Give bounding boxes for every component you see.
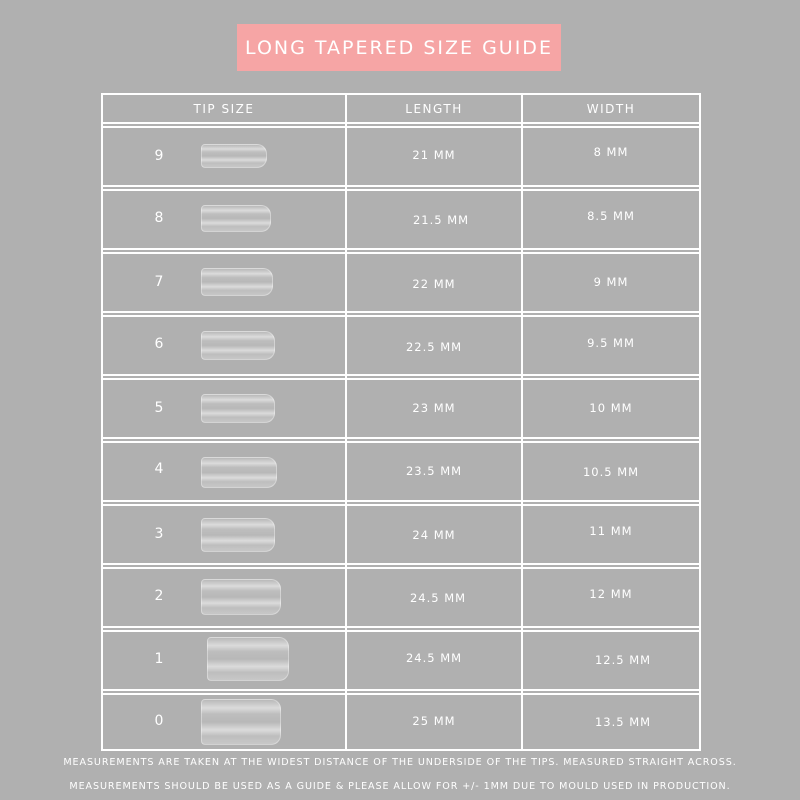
nail-tip-image [201,205,271,232]
nail-tip-image [201,331,275,360]
width-value: 10.5 MM [582,465,640,479]
width-value: 12.5 MM [594,653,652,667]
title-banner [237,24,561,71]
length-value: 25 MM [412,714,456,728]
row-divider [101,311,701,313]
page-title: LONG TAPERED SIZE GUIDE [245,36,553,59]
header-width: WIDTH [586,101,636,116]
nail-tip-image [201,144,267,168]
nail-tip-image [201,579,281,615]
tip-size-number: 8 [154,210,164,226]
table-row [101,380,701,437]
header-length: LENGTH [405,101,463,116]
tip-size-number: 9 [154,148,164,164]
length-value: 23 MM [412,401,456,415]
table-row [101,317,701,374]
width-value: 8 MM [593,145,629,159]
length-value: 22 MM [412,277,456,291]
tip-size-number: 5 [154,400,164,416]
width-value: 11 MM [589,524,633,538]
tip-size-number: 6 [154,336,164,352]
table-row [101,128,701,185]
header-tip-size: TIP SIZE [193,101,255,116]
tip-size-number: 1 [154,651,164,667]
footnote-tolerance: MEASUREMENTS SHOULD BE USED AS A GUIDE & PLEASE ALLOW FOR +/- 1MM DUE TO MOULD USED IN PRODUCTION. [69,781,731,792]
length-value: 24.5 MM [405,651,463,665]
table-row [101,569,701,626]
nail-tip-image [201,518,275,552]
table-row [101,191,701,248]
size-table [101,93,701,751]
width-value: 10 MM [589,401,633,415]
row-divider [101,248,701,250]
row-divider [101,185,701,187]
row-divider [101,437,701,439]
row-divider [101,500,701,502]
length-value: 24.5 MM [409,591,467,605]
nail-tip-image [201,457,277,488]
table-row [101,443,701,500]
width-value: 9 MM [593,275,629,289]
table-row [101,695,701,749]
length-value: 23.5 MM [405,464,463,478]
tip-size-number: 4 [154,461,164,477]
row-divider [101,689,701,691]
length-value: 21.5 MM [412,213,470,227]
footnote-measurement-method: MEASUREMENTS ARE TAKEN AT THE WIDEST DISTANCE OF THE UNDERSIDE OF THE TIPS. MEASURED STRAIGHT ACROSS. [63,757,737,768]
width-value: 8.5 MM [587,209,635,223]
table-row [101,632,701,689]
nail-tip-image [207,637,289,681]
tip-size-number: 2 [154,588,164,604]
row-divider [101,626,701,628]
width-value: 9.5 MM [587,336,635,350]
length-value: 22.5 MM [405,340,463,354]
tip-size-number: 0 [154,713,164,729]
length-value: 24 MM [412,528,456,542]
row-divider [101,563,701,565]
tip-size-number: 3 [154,526,164,542]
nail-tip-image [201,699,281,745]
tip-size-number: 7 [154,274,164,290]
row-divider [101,374,701,376]
length-value: 21 MM [412,148,456,162]
width-value: 12 MM [589,587,633,601]
width-value: 13.5 MM [594,715,652,729]
table-row [101,506,701,563]
nail-tip-image [201,268,273,296]
nail-tip-image [201,394,275,423]
table-row [101,254,701,311]
table-border-bottom [101,749,701,751]
